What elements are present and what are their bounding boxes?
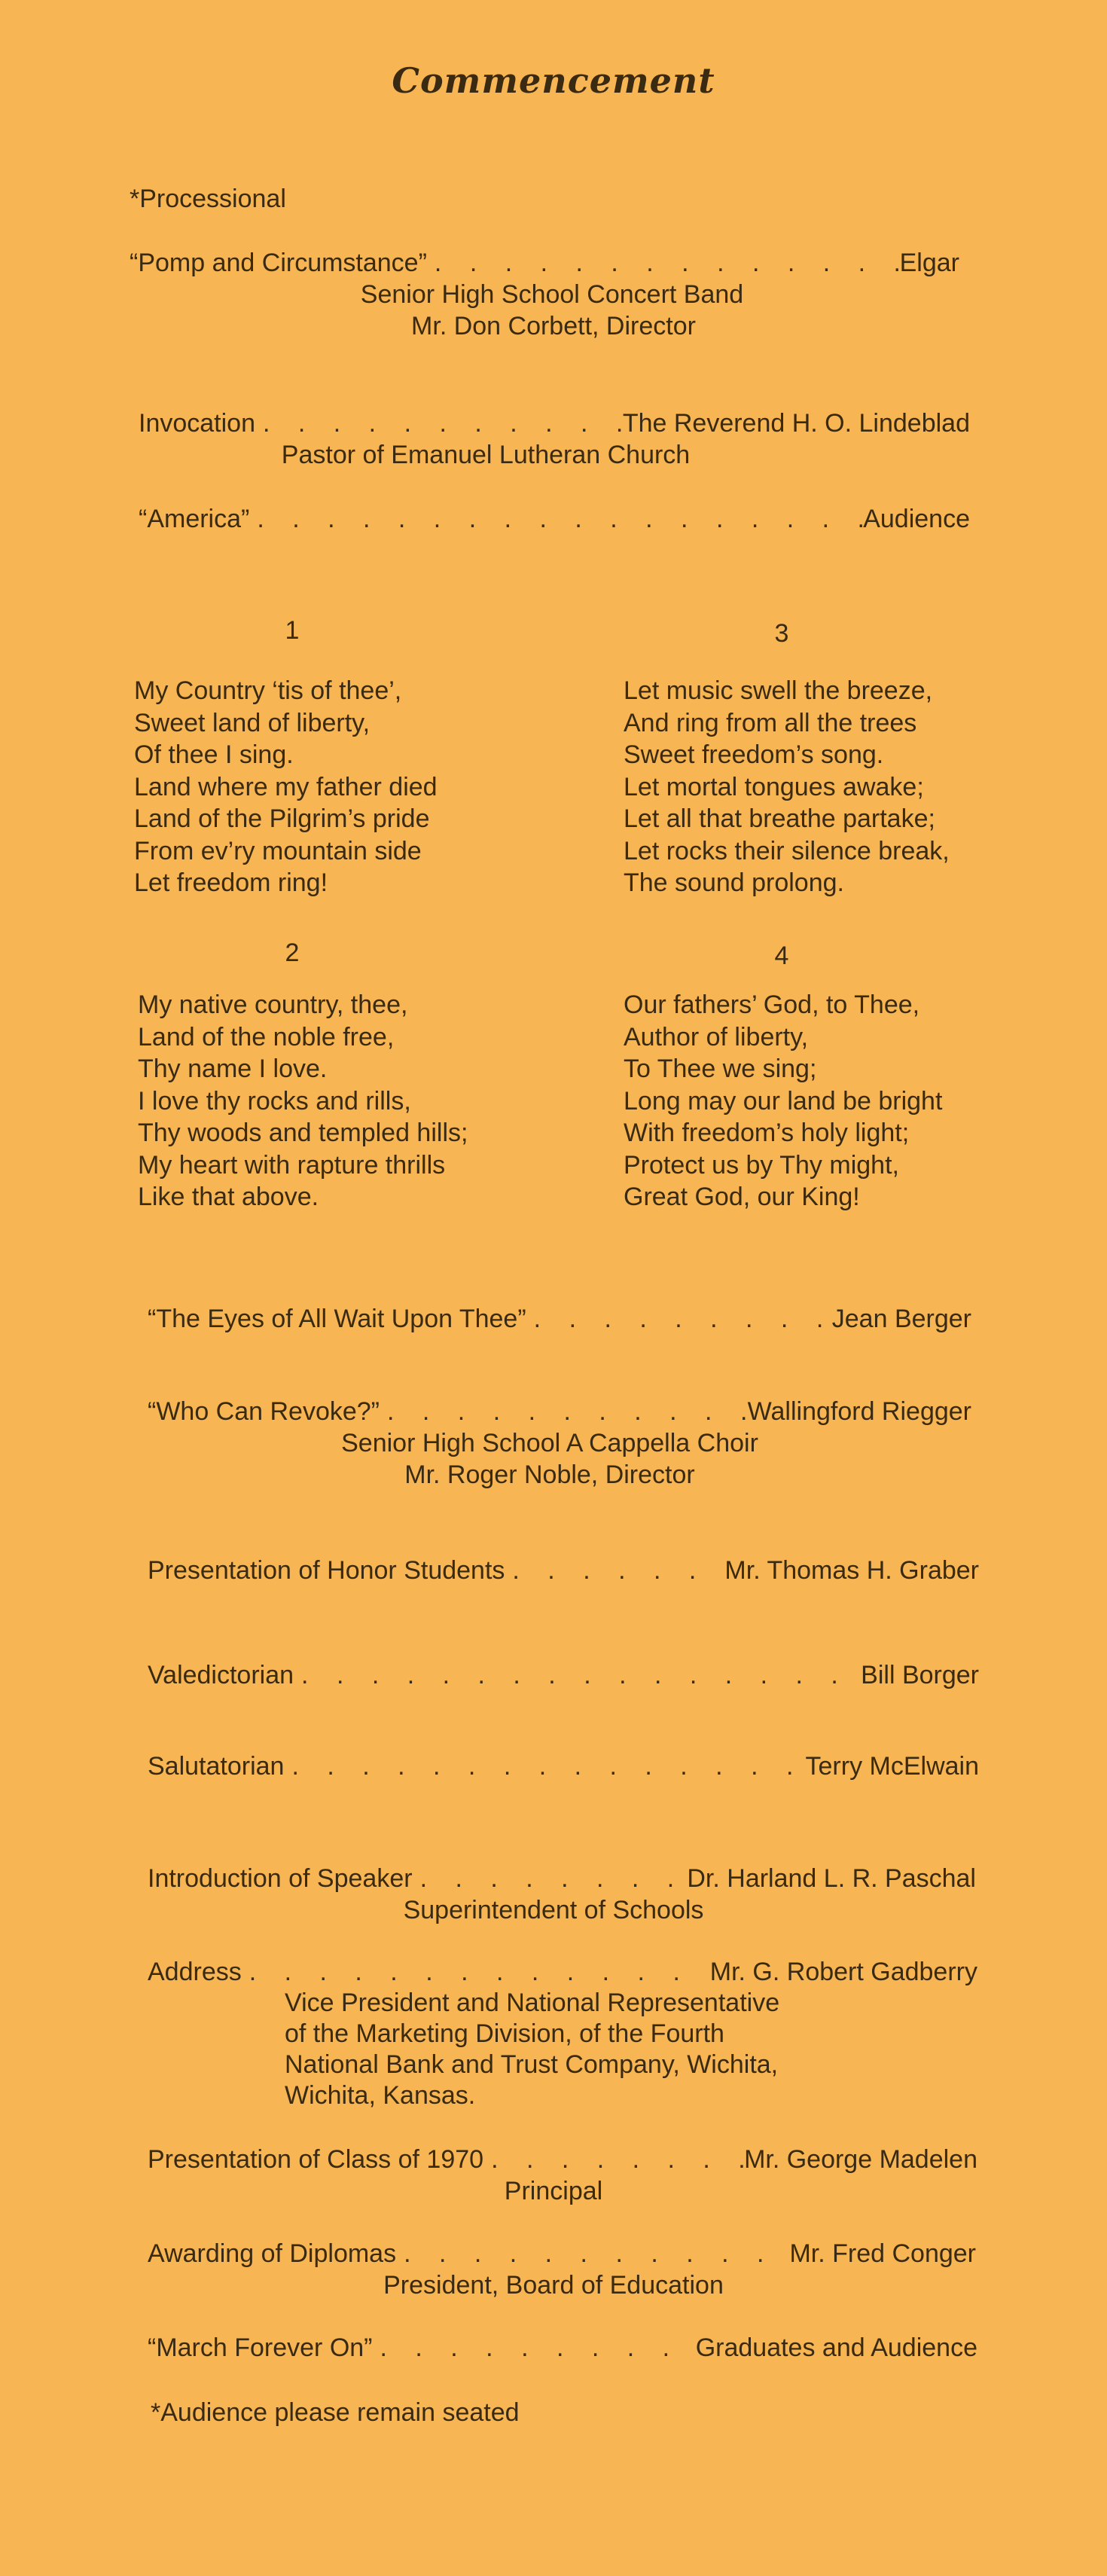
speaker-description — [285, 1988, 779, 2111]
verse-line: Thy name I love. — [138, 1055, 328, 1083]
item-label: Awarding of Diplomas — [148, 2239, 397, 2268]
program-item-pomp — [130, 247, 959, 279]
program-item-diplomas — [148, 2238, 976, 2269]
verse-line: Our fathers’ God, to Thee, — [624, 990, 920, 1019]
description-line: Vice President and National Representative — [285, 1988, 780, 2017]
item-person: Mr. Fred Conger — [789, 2239, 976, 2268]
verse-line: My heart with rapture thrills — [138, 1150, 446, 1180]
footnote: *Audience please remain seated — [151, 2398, 520, 2427]
verse-number: 1 — [285, 616, 300, 645]
item-label: Salutatorian — [148, 1752, 285, 1781]
item-person: The Reverend H. O. Lindeblad — [622, 409, 970, 438]
program-item-salutatorian — [148, 1750, 979, 1782]
item-person: Graduates and Audience — [695, 2333, 977, 2362]
verse-line: Let rocks their silence break, — [624, 836, 950, 865]
program-item-revoke — [148, 1396, 971, 1427]
invocation-title-line: Pastor of Emanuel Lutheran Church — [281, 441, 691, 469]
verse-line: And ring from all the trees — [624, 708, 917, 737]
description-line: Wichita, Kansas. — [285, 2081, 476, 2110]
verse-line: Sweet land of liberty, — [134, 708, 371, 737]
dot-leader — [427, 247, 900, 279]
verse-line: The sound prolong. — [624, 868, 844, 897]
verse-line: To Thee we sing; — [624, 1055, 817, 1083]
program-item-march — [148, 2332, 977, 2364]
composer: Elgar — [899, 249, 959, 277]
dot-leader — [284, 1750, 805, 1782]
verse-line: From ev’ry mountain side — [134, 836, 422, 865]
composer: Jean Berger — [831, 1305, 971, 1333]
dot-leader — [294, 1659, 861, 1691]
verse-line: Long may our land be bright — [624, 1086, 943, 1116]
dot-leader — [505, 1555, 724, 1586]
verse-line: Protect us by Thy might, — [624, 1150, 899, 1180]
performer-line: Senior High School Concert Band — [360, 280, 744, 309]
verse-line: Land where my father died — [134, 772, 438, 801]
piece-title: “Pomp and Circumstance” — [130, 249, 427, 277]
program-item-invocation — [139, 407, 970, 439]
board-line: President, Board of Education — [383, 2271, 724, 2300]
verse-number: 3 — [774, 619, 789, 648]
piece-title: “The Eyes of All Wait Upon Thee” — [148, 1305, 526, 1333]
verse-line: Author of liberty, — [624, 1022, 809, 1051]
item-label: “America” — [139, 505, 250, 533]
dot-leader — [483, 2144, 744, 2175]
verse-4 — [624, 989, 942, 1213]
item-person: Dr. Harland L. R. Paschal — [687, 1864, 976, 1893]
verse-line: My native country, thee, — [138, 990, 408, 1019]
item-person: Mr. Thomas H. Graber — [724, 1556, 979, 1585]
dot-leader — [380, 1396, 748, 1427]
item-label: Introduction of Speaker — [148, 1864, 413, 1893]
verse-line: Let freedom ring! — [134, 868, 328, 897]
page-title: Commencement — [392, 60, 715, 101]
piece-title: “March Forever On” — [148, 2333, 373, 2362]
verse-line: Land of the Pilgrim’s pride — [134, 804, 430, 833]
composer: Wallingford Riegger — [747, 1397, 971, 1426]
item-person: Bill Borger — [861, 1661, 979, 1689]
item-person: Audience — [863, 505, 970, 533]
verse-number: 2 — [285, 939, 300, 967]
program-item-valedictorian — [148, 1659, 979, 1691]
dot-leader — [255, 407, 623, 439]
program-item-eyes — [148, 1303, 971, 1335]
item-person: Mr. George Madelen — [744, 2145, 977, 2174]
verse-line: With freedom’s holy light; — [624, 1119, 910, 1147]
dot-leader — [396, 2238, 789, 2269]
verse-number: 4 — [774, 942, 789, 970]
verse-line: Land of the noble free, — [138, 1022, 395, 1051]
verse-line: Sweet freedom’s song. — [624, 740, 884, 769]
description-line: of the Marketing Division, of the Fourth — [285, 2019, 724, 2048]
piece-title: “Who Can Revoke?” — [148, 1397, 380, 1426]
verse-2 — [138, 989, 468, 1213]
verse-line: I love thy rocks and rills, — [138, 1086, 411, 1116]
item-person: Terry McElwain — [805, 1752, 979, 1781]
director-line: Mr. Roger Noble, Director — [404, 1460, 695, 1489]
description-line: National Bank and Trust Company, Wichita, — [285, 2050, 779, 2079]
verse-3 — [624, 675, 950, 899]
dot-leader — [373, 2332, 696, 2364]
program-item-presentation — [148, 2144, 977, 2175]
program-item-address — [148, 1956, 977, 1988]
performer-line: Senior High School A Cappella Choir — [341, 1429, 758, 1457]
director-line: Mr. Don Corbett, Director — [411, 312, 696, 340]
item-label: Invocation — [139, 409, 255, 438]
speaker-title-line: Superintendent of Schools — [403, 1896, 704, 1924]
item-label: Address — [148, 1958, 242, 1986]
program-item-america — [139, 503, 970, 535]
dot-leader — [413, 1863, 688, 1894]
processional-label: *Processional — [130, 185, 286, 213]
dot-leader — [242, 1956, 710, 1988]
verse-line: Let mortal tongues awake; — [624, 772, 924, 801]
principal-line: Principal — [504, 2177, 603, 2205]
program-item-intro — [148, 1863, 976, 1894]
dot-leader — [249, 503, 863, 535]
verse-line: Great God, our King! — [624, 1183, 860, 1211]
dot-leader — [526, 1303, 832, 1335]
item-label: Presentation of Honor Students — [148, 1556, 505, 1585]
verse-line: Let all that breathe partake; — [624, 804, 935, 833]
verse-line: Let music swell the breeze, — [624, 676, 933, 705]
program-item-honor — [148, 1555, 979, 1586]
item-person: Mr. G. Robert Gadberry — [709, 1958, 977, 1986]
verse-line: My Country ‘tis of thee’, — [134, 676, 402, 705]
verse-line: Like that above. — [138, 1183, 319, 1211]
item-label: Valedictorian — [148, 1661, 294, 1689]
verse-1 — [134, 675, 438, 899]
verse-line: Thy woods and templed hills; — [138, 1119, 468, 1147]
verse-line: Of thee I sing. — [134, 740, 294, 769]
item-label: Presentation of Class of 1970 — [148, 2145, 484, 2174]
